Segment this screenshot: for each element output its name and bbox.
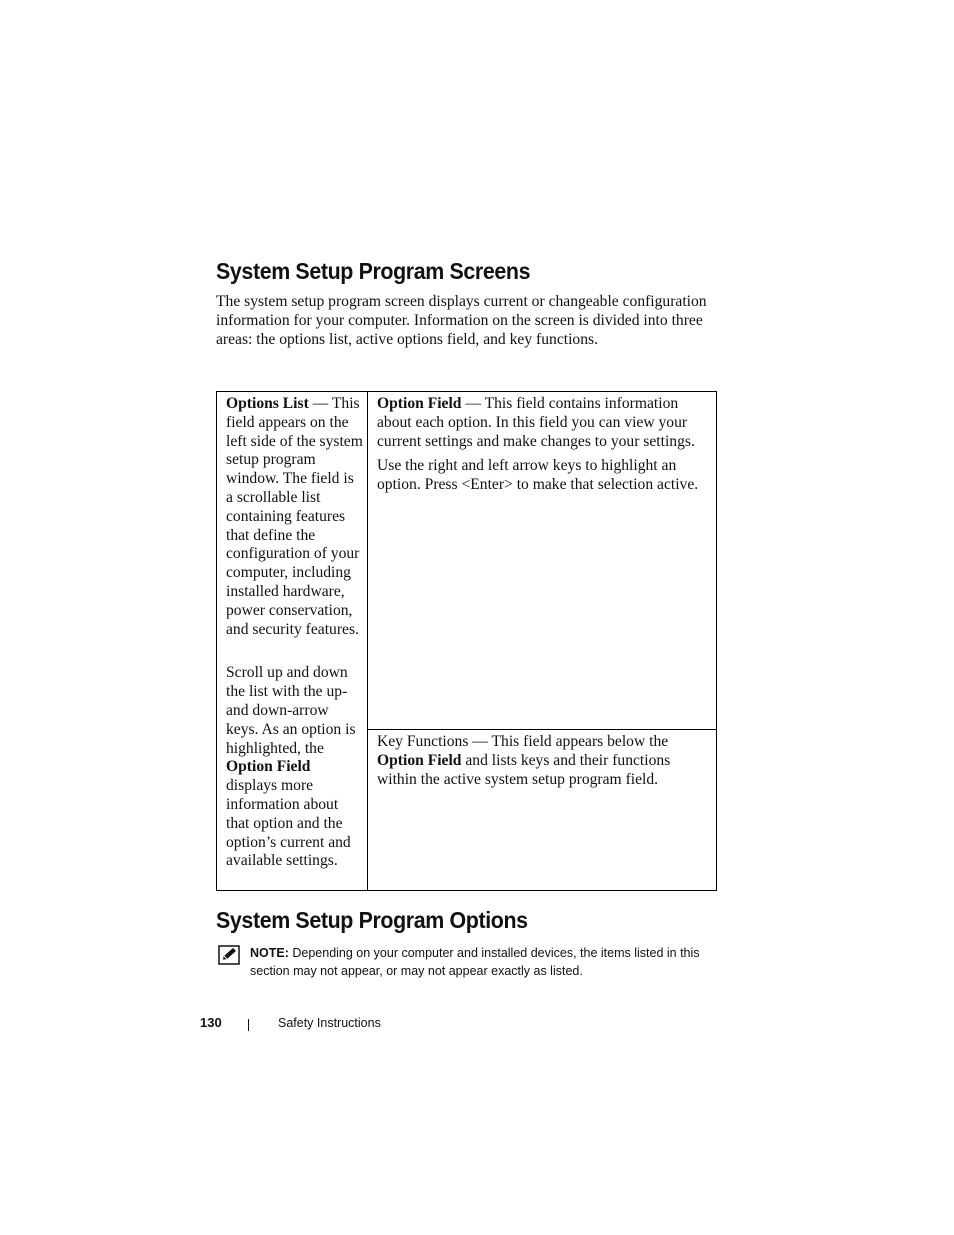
options-list-term: Options List [226,395,309,412]
options-list-cell [217,392,368,891]
options-list-description [226,395,363,639]
options-list-scroll-paragraph [226,664,363,871]
scroll-pre: Scroll up and down the list with the up- and down-arrow keys. As an option is highlighted, the [226,664,356,757]
note-body: Depending on your computer and installed devices, the items listed in this section may not appear, or may not appear exactly as listed. [250,946,700,978]
option-field-desc: — This field contains information about each option. In this field you can view your current settings and make changes to your settings. [377,395,695,450]
key-functions-cell [368,730,717,891]
options-list-desc: — This field appears on the left side of the system setup program window. The field is a scrollable list containing features that define the configuration of your computer, including installed hardware, power conservation, and security features. [226,395,363,638]
key-functions-post: and lists keys and their functions within the active system setup program field. [377,751,671,788]
option-field-cell [368,392,717,730]
option-field-arrow-keys: Use the right and left arrow keys to highlight an option. Press <Enter> to make that selection active. [377,457,699,494]
intro-paragraph: The system setup program screen displays current or changeable configuration information for your computer. Information on the screen is divided into three areas: the options list, active options field, and key functions. [216,293,707,348]
section-heading-screens: System Setup Program Screens [216,258,531,284]
key-functions-term: Option Field [377,751,462,769]
option-field-term: Option Field [377,395,462,412]
option-field-description [377,395,708,451]
scroll-post: displays more information about that option and the option’s current and available settings. [226,777,351,870]
note-pencil-icon [218,945,240,965]
scroll-option-field-term: Option Field [226,758,311,776]
footer-separator [248,1019,249,1031]
footer-section-title: Safety Instructions [278,1016,381,1030]
key-functions-pre: Key Functions — This field appears below the [377,733,669,750]
note-text [250,945,720,980]
note-label: NOTE: [250,946,289,960]
section-heading-options: System Setup Program Options [216,907,528,933]
setup-screen-table [216,391,717,891]
key-functions-description [377,733,708,789]
page-number: 130 [200,1015,222,1030]
